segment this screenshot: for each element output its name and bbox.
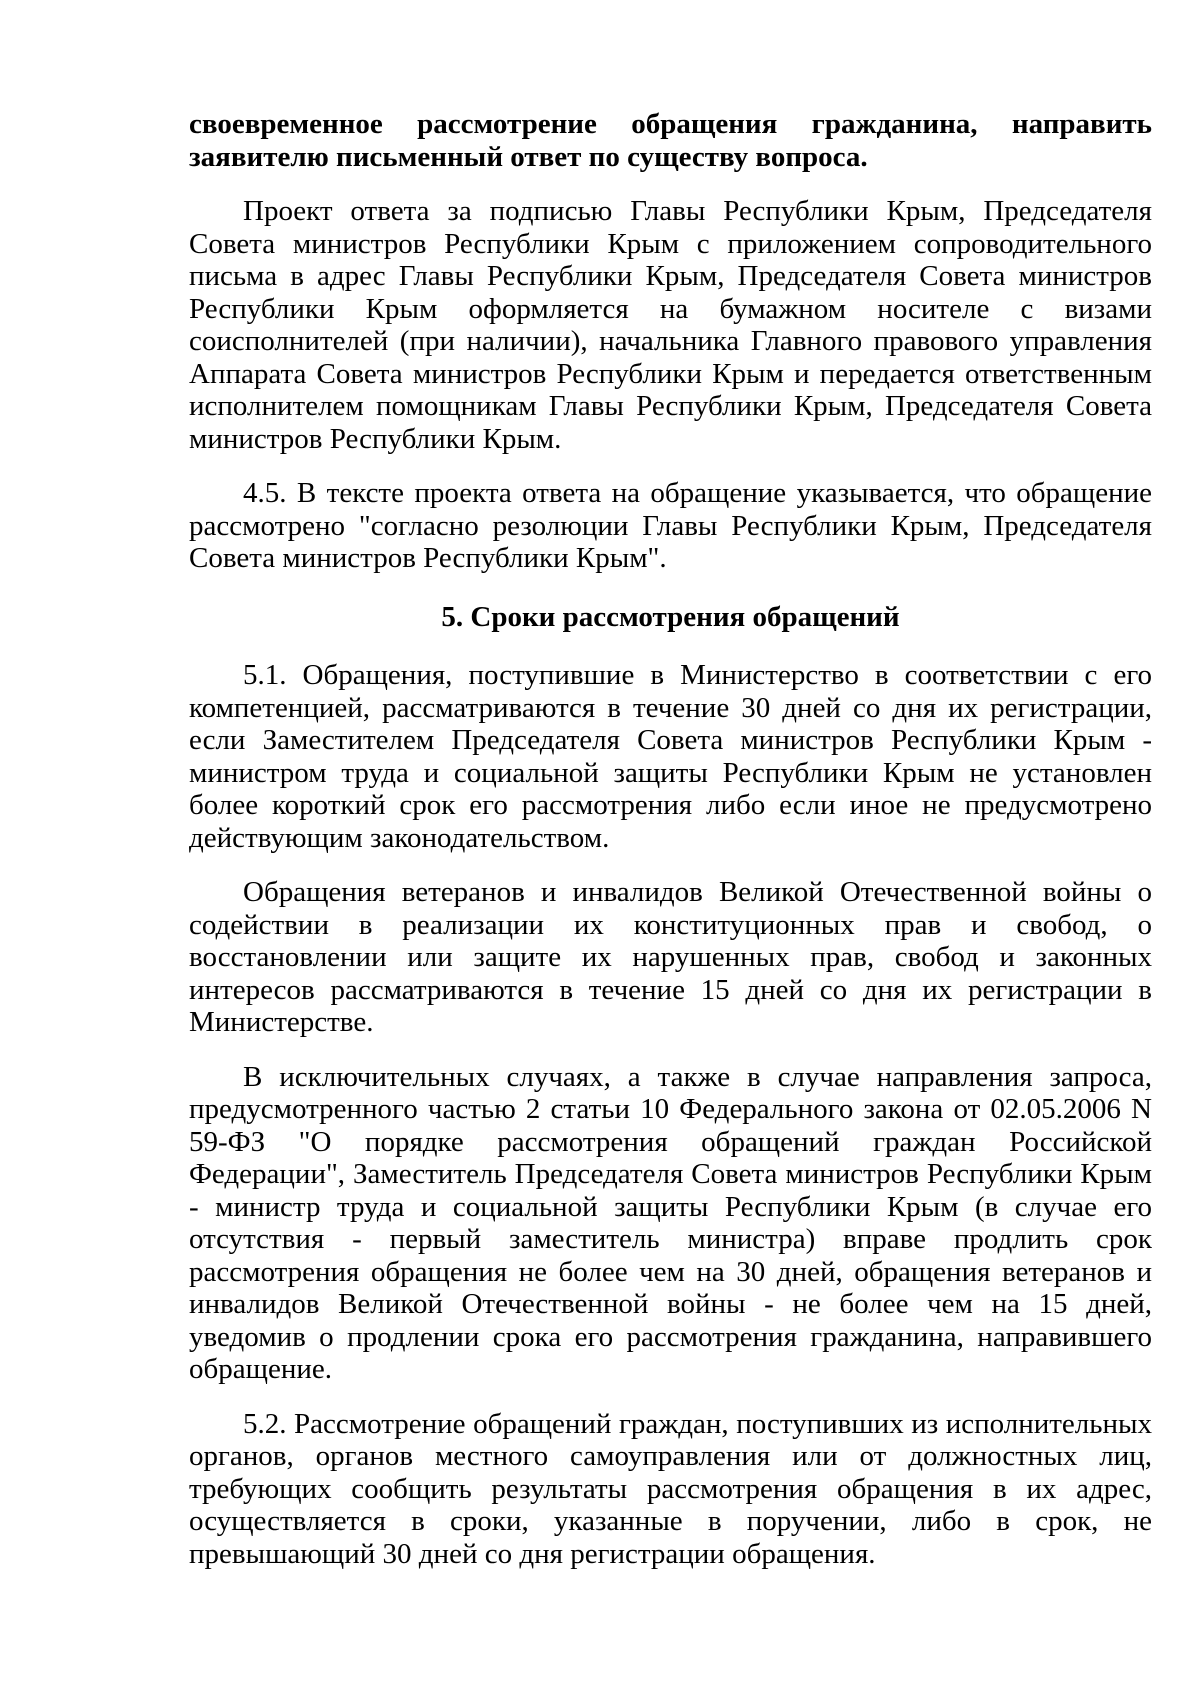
paragraph-continuation: своевременное рассмотрение обращения гражданина, направить заявителю письменный ответ по существу вопроса. bbox=[189, 108, 1152, 173]
document-body bbox=[189, 108, 1152, 1570]
paragraph-4-5: 4.5. В тексте проекта ответа на обращение указывается, что обращение рассмотрено "согласно резолюции Главы Республики Крым, Председателя Совета министров Республики Крым". bbox=[189, 477, 1152, 574]
section-5-title: 5. Сроки рассмотрения обращений bbox=[441, 600, 900, 633]
paragraph-project: Проект ответа за подписью Главы Республики Крым, Председателя Совета министров Республики Крым с приложением сопроводительного письма в адрес Главы Республики Крым, Председателя Совета министров Республики Крым оформляется на бумажном носителе с визами соисполнителей (при наличии), начальника Главного правового управления Аппарата Совета министров Республики Крым и передается ответственным исполнителем помощникам Главы Республики Крым, Председателя Совета министров Республики Крым. bbox=[189, 195, 1152, 455]
paragraph-5-2: 5.2. Рассмотрение обращений граждан, поступивших из исполнительных органов, органов местного самоуправления или от должностных лиц, требующих сообщить результаты рассмотрения обращения в их адрес, осуществляется в сроки, указанные в поручении, либо в срок, не превышающий 30 дней со дня регистрации обращения. bbox=[189, 1407, 1152, 1570]
paragraph-5-1: 5.1. Обращения, поступившие в Министерство в соответствии с его компетенцией, рассматриваются в течение 30 дней со дня их регистрации, если Заместителем Председателя Совета министров Республики Крым - министром труда и социальной защиты Республики Крым не установлен более короткий срок его рассмотрения либо если иное не предусмотрено действующим законодательством. bbox=[189, 659, 1152, 854]
paragraph-exceptional: В исключительных случаях, а также в случае направления запроса, предусмотренного частью 2 статьи 10 Федерального закона от 02.05.2006 N 59-ФЗ "О порядке рассмотрения обращений граждан Российской Федерации", Заместитель Председателя Совета министров Республики Крым - министр труда и социальной защиты Республики Крым (в случае его отсутствия - первый заместитель министра) вправе продлить срок рассмотрения обращения не более чем на 30 дней, обращения ветеранов и инвалидов Великой Отечественной войны - не более чем на 15 дней, уведомив о продлении срока его рассмотрения гражданина, направившего обращение. bbox=[189, 1060, 1152, 1385]
paragraph-veterans: Обращения ветеранов и инвалидов Великой Отечественной войны о содействии в реализации их конституционных прав и свобод, о восстановлении или защите их нарушенных прав, свобод и законных интересов рассматриваются в течение 15 дней со дня их регистрации в Министерстве. bbox=[189, 876, 1152, 1038]
